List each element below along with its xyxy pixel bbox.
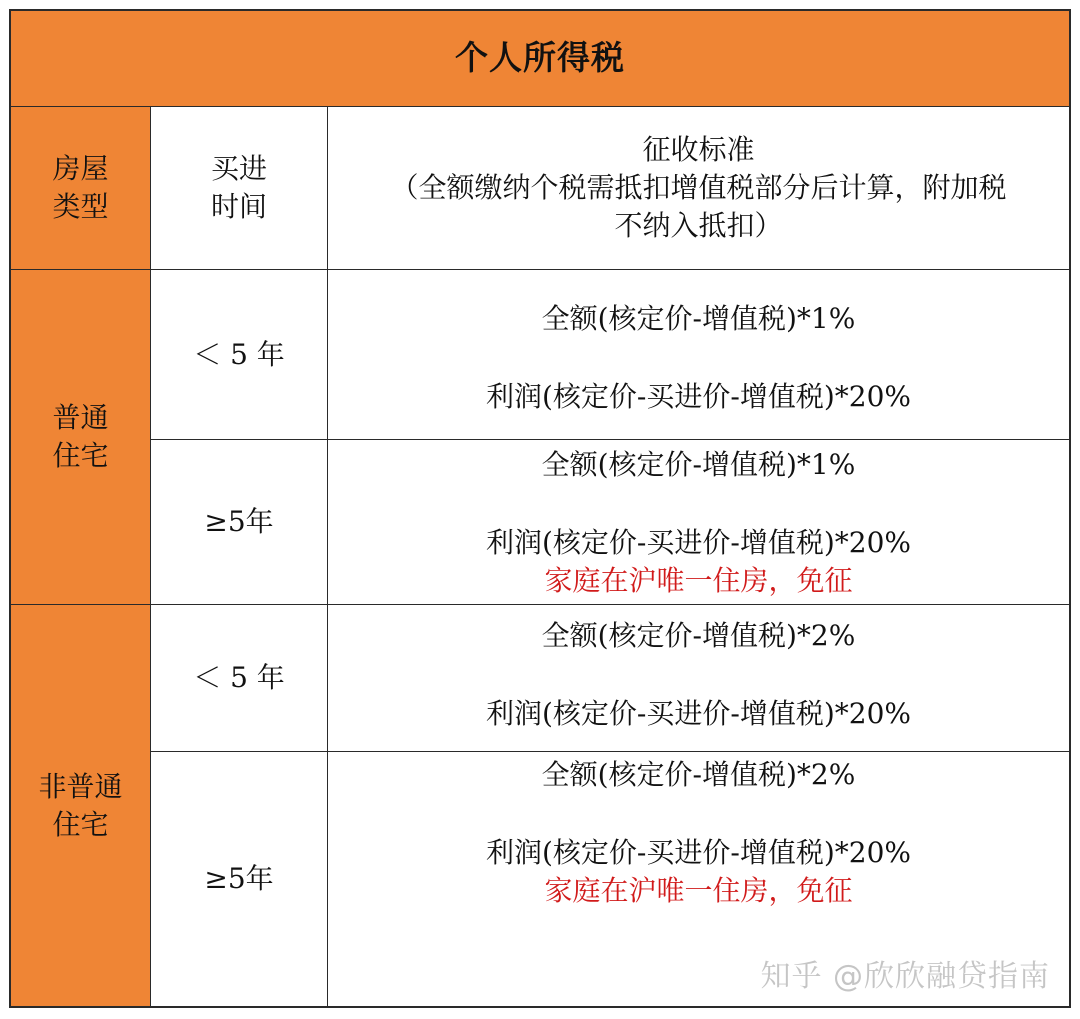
- time-label: ≥5年: [204, 862, 274, 896]
- ordinary-housing-label-text: 普通 住宅: [52, 401, 109, 472]
- time-label: ≥5年: [204, 505, 274, 539]
- standard-header-title: 征收标准: [642, 133, 755, 167]
- buy-time-header-text: 买进 时间: [210, 152, 267, 223]
- non-ordinary-lt5-rules: [328, 605, 1069, 752]
- house-type-header-text: 房屋 类型: [52, 152, 109, 223]
- profit-rule: 利润(核定价-买进价-增值税)*20%: [485, 525, 911, 559]
- exemption-note: 家庭在沪唯一住房，免征: [544, 563, 853, 597]
- exemption-note: 家庭在沪唯一住房，免征: [544, 873, 853, 907]
- income-tax-table: [9, 9, 1071, 1008]
- ordinary-ge5-rules: [328, 440, 1069, 605]
- ordinary-housing-label: [11, 270, 151, 605]
- house-type-header: [11, 107, 151, 270]
- time-label: ＜ 5 年: [193, 661, 285, 695]
- standard-header-note: （全额缴纳个税需抵扣增值税部分后计算，附加税 不纳入抵扣）: [390, 171, 1007, 242]
- ordinary-lt5-rules: [328, 270, 1069, 440]
- buy-time-header: [151, 107, 328, 270]
- time-label: ＜ 5 年: [193, 337, 285, 371]
- full-amount-rule: 全额(核定价-增值税)*1%: [541, 302, 856, 335]
- full-amount-rule: 全额(核定价-增值税)*1%: [541, 448, 856, 481]
- profit-rule: 利润(核定价-买进价-增值税)*20%: [485, 379, 911, 413]
- watermark: 知乎 @欣欣融贷指南: [760, 959, 1050, 994]
- profit-rule: 利润(核定价-买进价-增值税)*20%: [485, 696, 911, 730]
- full-amount-rule: 全额(核定价-增值税)*2%: [541, 758, 856, 791]
- full-amount-rule: 全额(核定价-增值税)*2%: [541, 619, 856, 652]
- table-title: 个人所得税: [11, 11, 1069, 107]
- non-ordinary-time-ge5: [151, 752, 328, 1006]
- profit-rule: 利润(核定价-买进价-增值税)*20%: [485, 835, 911, 869]
- non-ordinary-time-lt5: [151, 605, 328, 752]
- ordinary-time-ge5: [151, 440, 328, 605]
- ordinary-time-lt5: [151, 270, 328, 440]
- non-ordinary-housing-label: [11, 605, 151, 1006]
- standard-header: [328, 107, 1069, 270]
- non-ordinary-housing-label-text: 非普通 住宅: [38, 769, 123, 841]
